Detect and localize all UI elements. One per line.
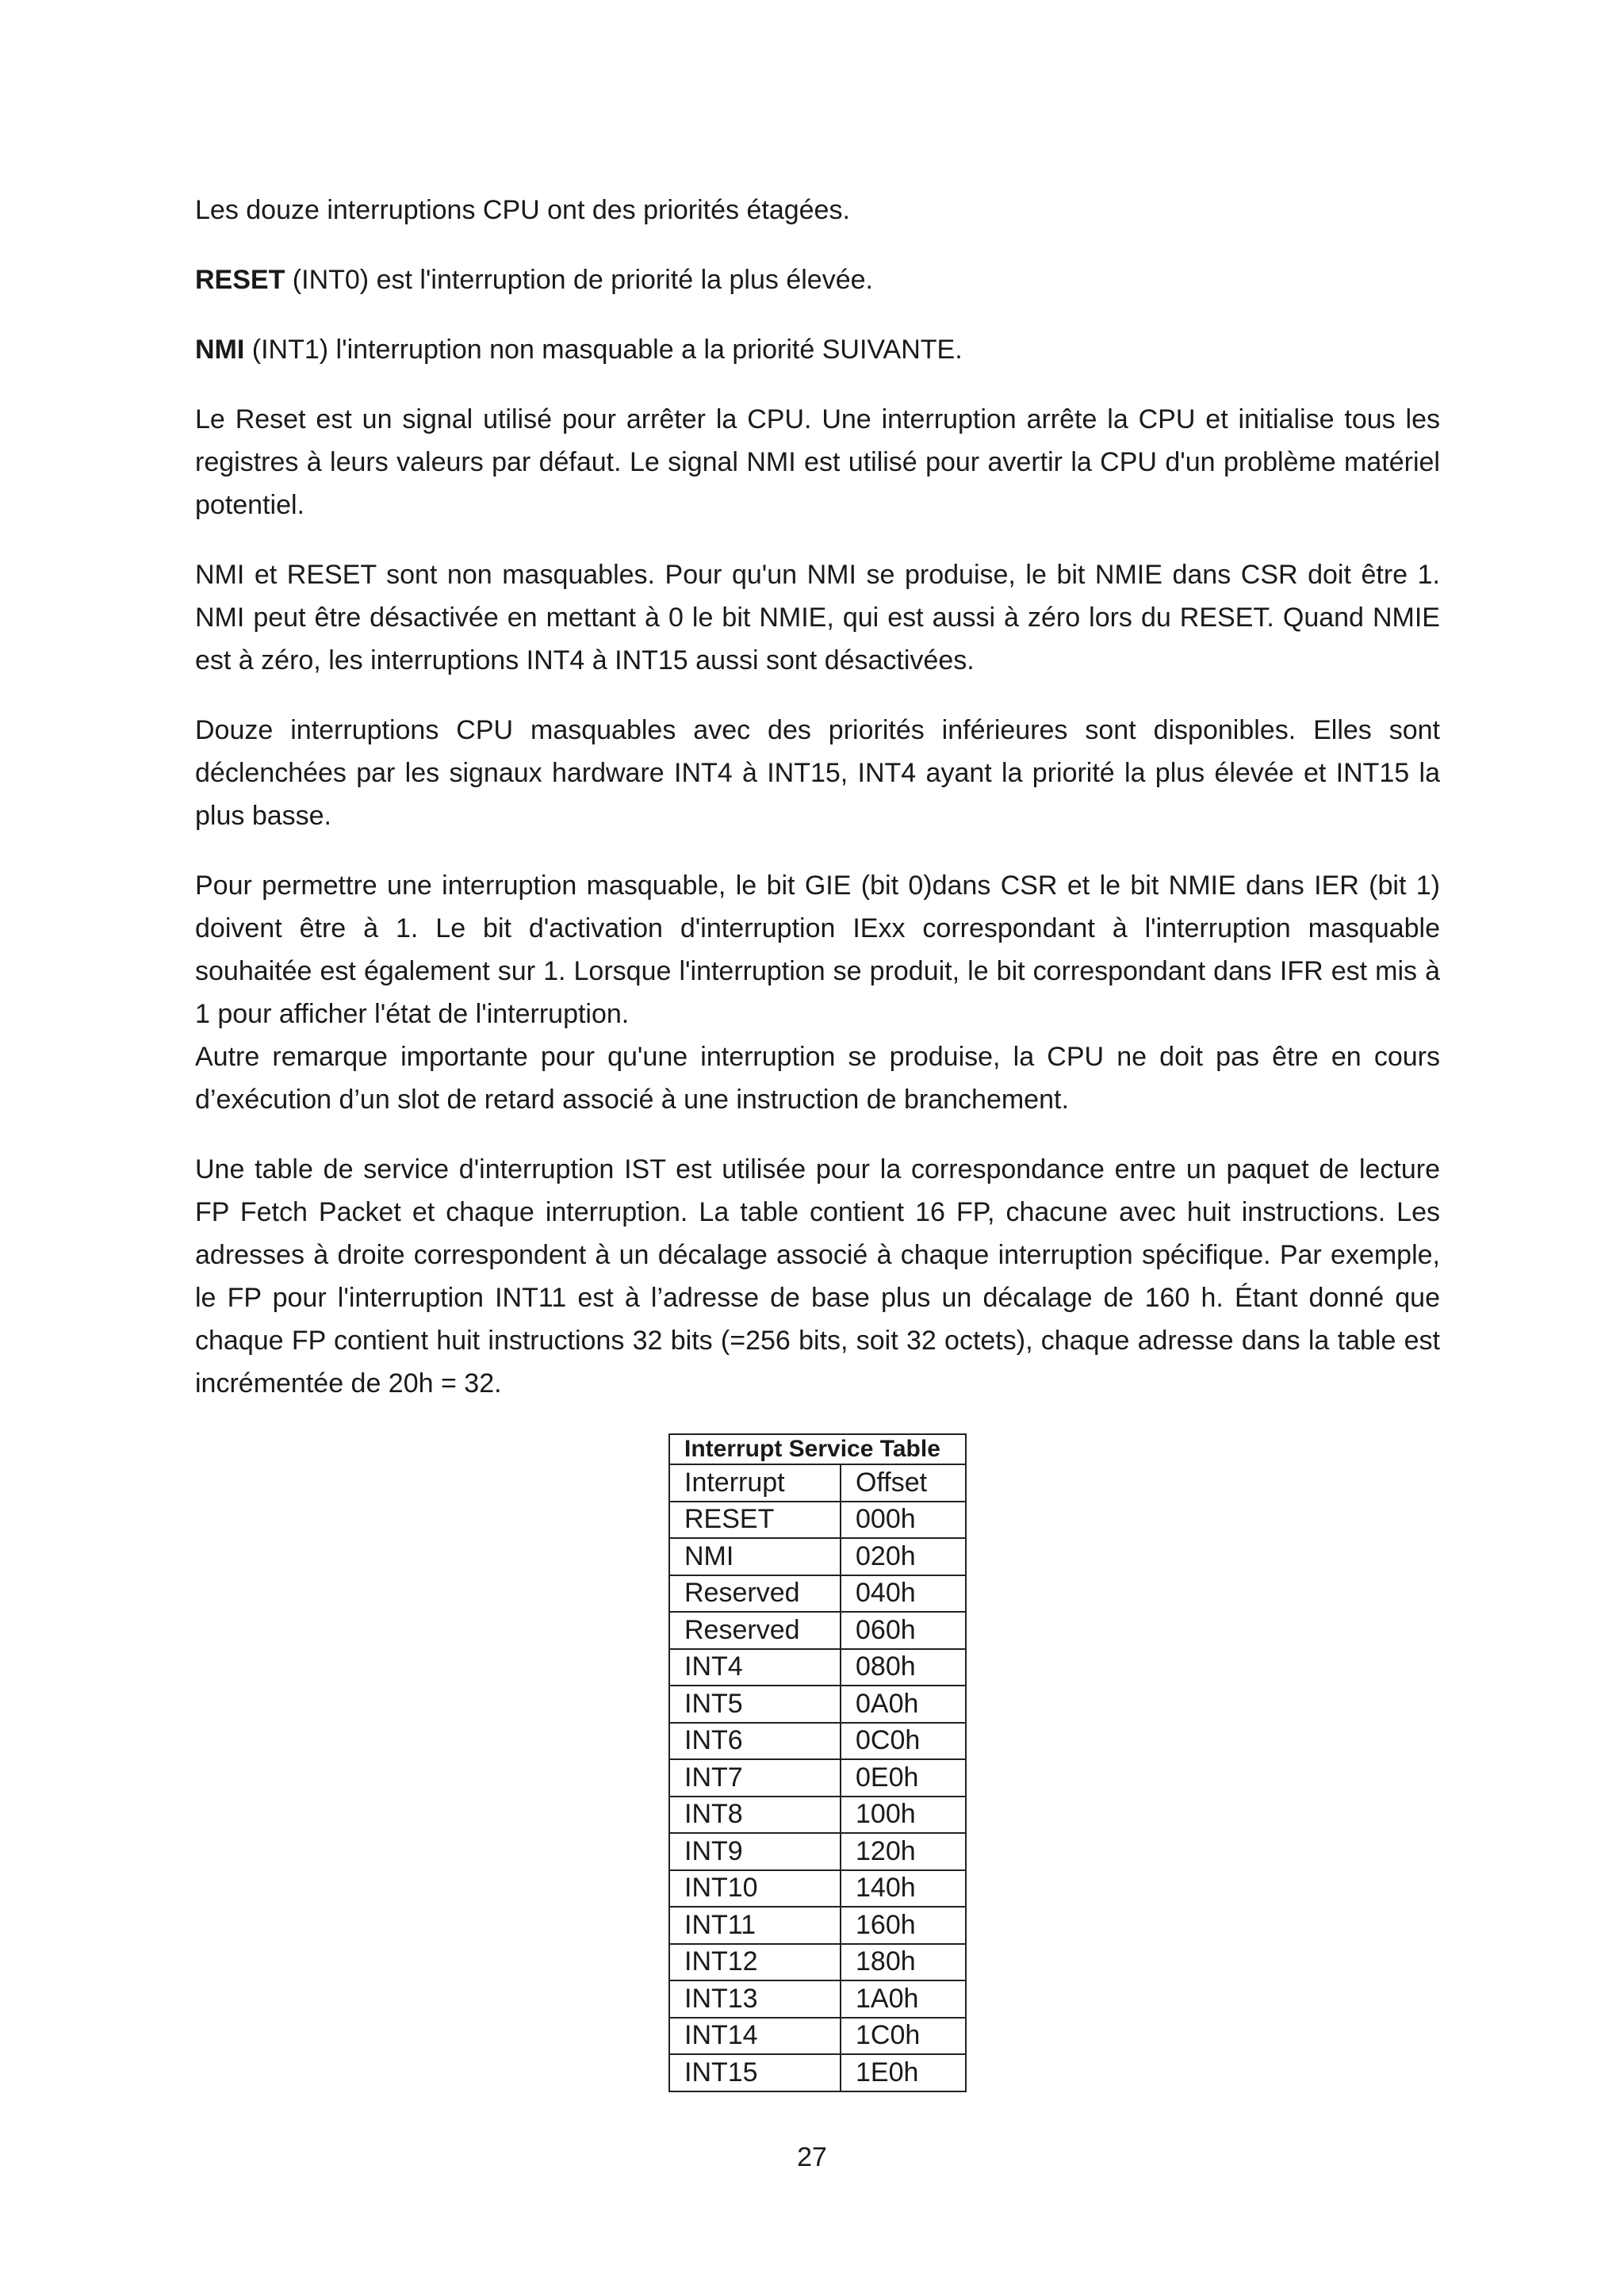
- paragraph-intro: Les douze interruptions CPU ont des priorités étagées.: [195, 195, 850, 225]
- interrupt-name-cell: INT12: [669, 1944, 841, 1981]
- interrupt-name-cell: INT9: [669, 1833, 841, 1870]
- table-row: [669, 1686, 966, 1723]
- offset-cell: 160h: [841, 1907, 966, 1944]
- interrupt-name-cell: INT11: [669, 1907, 841, 1944]
- offset-cell: 020h: [841, 1538, 966, 1575]
- nmi-description: (INT1) l'interruption non masquable a la priorité SUIVANTE.: [244, 335, 963, 365]
- paragraph-maskable: Douze interruptions CPU masquables avec des priorités inférieures sont disponibles. Elles sont déclenchées par les signaux hardware INT4 à INT15, INT4 ayant la priorité la plus élevée et INT15 la plus basse.: [195, 715, 1440, 831]
- interrupt-service-table-container: [668, 1433, 967, 2092]
- table-row: [669, 1833, 966, 1870]
- interrupt-service-table: [668, 1433, 967, 2092]
- reset-term: RESET: [195, 265, 285, 295]
- offset-cell: 100h: [841, 1797, 966, 1834]
- paragraph-nmi: [195, 328, 1440, 371]
- interrupt-name-cell: NMI: [669, 1538, 841, 1575]
- interrupt-name-cell: INT6: [669, 1723, 841, 1760]
- interrupt-name-cell: INT8: [669, 1797, 841, 1834]
- offset-cell: 140h: [841, 1870, 966, 1908]
- reset-description: (INT0) est l'interruption de priorité la plus élevée.: [285, 265, 873, 295]
- interrupt-name-cell: INT14: [669, 2018, 841, 2055]
- offset-cell: 0E0h: [841, 1759, 966, 1797]
- header-offset: Offset: [841, 1464, 966, 1502]
- interrupt-name-cell: INT15: [669, 2054, 841, 2091]
- table-row: [669, 1538, 966, 1575]
- table-row: [669, 1797, 966, 1834]
- table-row: [669, 1980, 966, 2018]
- table-row: [669, 1575, 966, 1613]
- interrupt-name-cell: Reserved: [669, 1575, 841, 1613]
- interrupt-name-cell: RESET: [669, 1502, 841, 1539]
- interrupt-name-cell: INT7: [669, 1759, 841, 1797]
- offset-cell: 1A0h: [841, 1980, 966, 2018]
- paragraph-non-maskable: NMI et RESET sont non masquables. Pour qu'un NMI se produise, le bit NMIE dans CSR doit être 1. NMI peut être désactivée en mettant à 0 le bit NMIE, qui est aussi à zéro lors du RESET. Quand NMIE est à zéro, les interruptions INT4 à INT15 aussi sont désactivées.: [195, 560, 1440, 675]
- table-row: [669, 1723, 966, 1760]
- offset-cell: 180h: [841, 1944, 966, 1981]
- interrupt-name-cell: Reserved: [669, 1612, 841, 1649]
- interrupt-name-cell: INT5: [669, 1686, 841, 1723]
- paragraph-reset: [195, 258, 1440, 301]
- table-row: [669, 1502, 966, 1539]
- table-row: [669, 2018, 966, 2055]
- offset-cell: 0C0h: [841, 1723, 966, 1760]
- table-row: [669, 1759, 966, 1797]
- offset-cell: 060h: [841, 1612, 966, 1649]
- document-body: [195, 189, 1440, 1432]
- table-caption: Interrupt Service Table: [669, 1434, 966, 1464]
- paragraph-branch-remark: Autre remarque importante pour qu'une interruption se produise, la CPU ne doit pas être en cours d’exécution d’un slot de retard associé à une instruction de branchement.: [195, 1042, 1440, 1115]
- paragraph-ist: Une table de service d'interruption IST est utilisée pour la correspondance entre un paquet de lecture FP Fetch Packet et chaque interruption. La table contient 16 FP, chacune avec huit instructions. Les adresses à droite correspondent à un décalage associé à chaque interruption spécifique. Par exemple, le FP pour l'interruption INT11 est à l’adresse de base plus un décalage de 160 h. Étant donné que chaque FP contient huit instructions 32 bits (=256 bits, soit 32 octets), chaque adresse dans la table est incrémentée de 20h = 32.: [195, 1154, 1440, 1399]
- offset-cell: 120h: [841, 1833, 966, 1870]
- table-row: [669, 1649, 966, 1686]
- table-body: [669, 1502, 966, 2091]
- interrupt-name-cell: INT13: [669, 1980, 841, 2018]
- table-row: [669, 2054, 966, 2091]
- offset-cell: 040h: [841, 1575, 966, 1613]
- offset-cell: 1C0h: [841, 2018, 966, 2055]
- nmi-term: NMI: [195, 335, 245, 365]
- table-header-row: [669, 1464, 966, 1502]
- table-row: [669, 1944, 966, 1981]
- table-row: [669, 1612, 966, 1649]
- offset-cell: 080h: [841, 1649, 966, 1686]
- header-interrupt: Interrupt: [669, 1464, 841, 1502]
- table-row: [669, 1907, 966, 1944]
- interrupt-name-cell: INT4: [669, 1649, 841, 1686]
- paragraph-reset-signal: Le Reset est un signal utilisé pour arrêter la CPU. Une interruption arrête la CPU et initialise tous les registres à leurs valeurs par défaut. Le signal NMI est utilisé pour avertir la CPU d'un problème matériel potentiel.: [195, 404, 1440, 520]
- offset-cell: 000h: [841, 1502, 966, 1539]
- interrupt-name-cell: INT10: [669, 1870, 841, 1908]
- paragraph-enable-bits: Pour permettre une interruption masquable, le bit GIE (bit 0)dans CSR et le bit NMIE dans IER (bit 1) doivent être à 1. Le bit d'activation d'interruption IExx correspondant à l'interruption masquable souhaitée est également sur 1. Lorsque l'interruption se produit, le bit correspondant dans IFR est mis à 1 pour afficher l'état de l'interruption.: [195, 871, 1440, 1029]
- offset-cell: 0A0h: [841, 1686, 966, 1723]
- table-row: [669, 1870, 966, 1908]
- offset-cell: 1E0h: [841, 2054, 966, 2091]
- page-number: 27: [797, 2142, 827, 2172]
